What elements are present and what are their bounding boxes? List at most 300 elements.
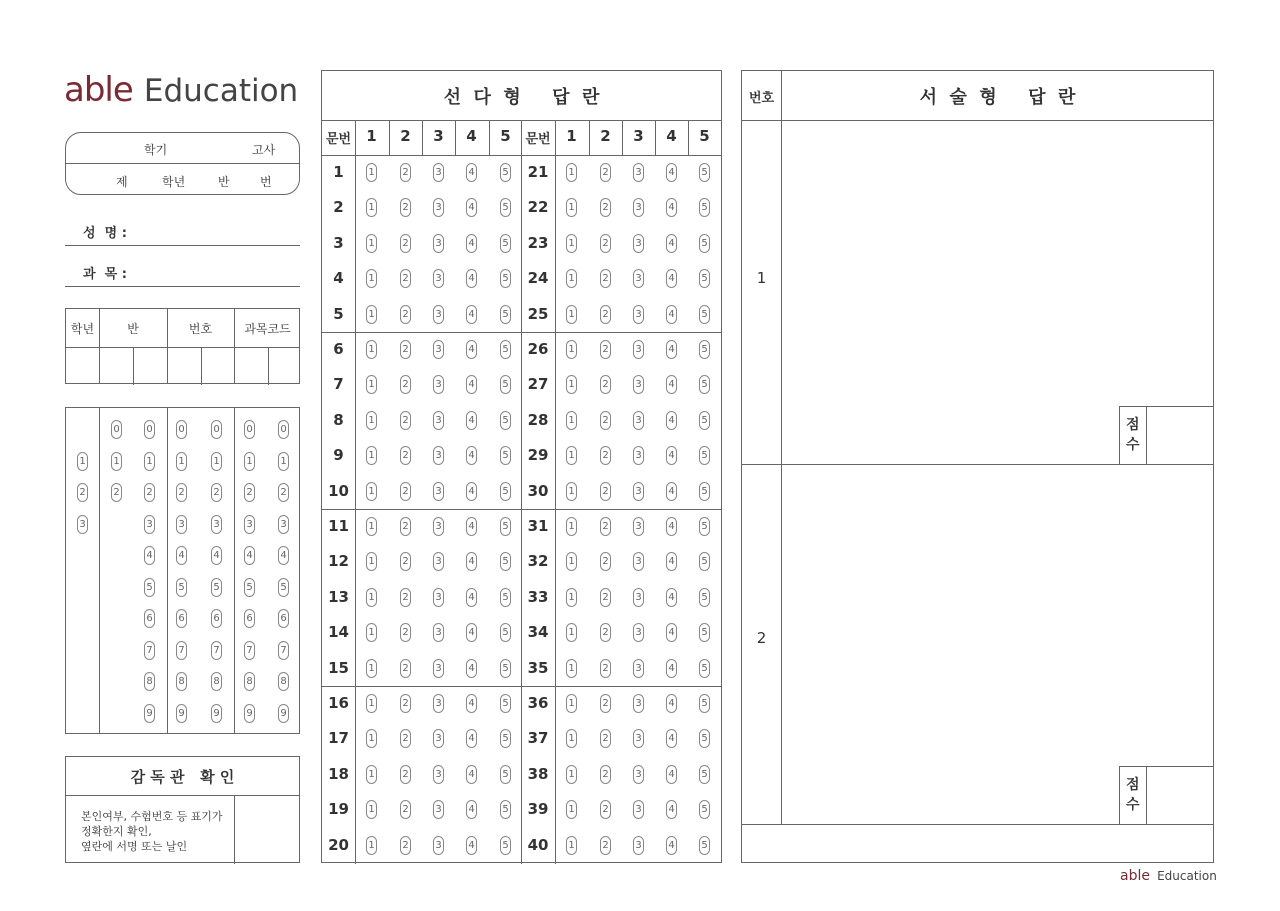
exam-label: 고사 [252,143,276,157]
mc-answer-bubble[interactable]: 5 [699,269,710,288]
mc-answer-bubble[interactable]: 4 [666,659,677,678]
mc-answer-bubble[interactable]: 3 [633,800,644,819]
mc-header-question-right: 문번 [525,132,551,147]
omr-bubble[interactable]: 0 [111,420,122,439]
mc-answer-bubble[interactable]: 4 [666,765,677,784]
mc-answer-bubble[interactable]: 2 [600,623,611,642]
mc-answer-bubble[interactable]: 4 [466,694,477,713]
mc-answer-bubble[interactable]: 4 [666,588,677,607]
mc-answer-bubble[interactable]: 5 [699,198,710,217]
mc-answer-bubble[interactable]: 1 [366,623,377,642]
mc-answer-bubble[interactable]: 4 [466,198,477,217]
omr-bubble[interactable]: 9 [244,704,255,723]
mc-answer-bubble[interactable]: 5 [500,482,511,501]
omr-bubble[interactable]: 3 [144,515,155,534]
mc-answer-bubble[interactable]: 4 [466,517,477,536]
essay-item-1-score-input[interactable] [1147,407,1214,464]
mc-answer-bubble[interactable]: 3 [433,517,444,536]
logo-mark: able [64,70,133,110]
mc-answer-bubble[interactable]: 4 [666,836,677,855]
omr-bubble[interactable]: 8 [211,672,222,691]
omr-bubble[interactable]: 1 [144,452,155,471]
mc-answer-bubble[interactable]: 3 [433,800,444,819]
omr-bubble[interactable]: 1 [244,452,255,471]
omr-bubble[interactable]: 5 [176,578,187,597]
mc-answer-bubble[interactable]: 3 [633,552,644,571]
mc-answer-bubble[interactable]: 3 [633,411,644,430]
mc-answer-bubble[interactable]: 2 [600,588,611,607]
mc-answer-bubble[interactable]: 2 [600,305,611,324]
mc-question-number: 2 [333,198,344,217]
omr-bubble[interactable]: 4 [144,546,155,565]
mc-question-number: 35 [527,658,549,677]
omr-bubble[interactable]: 6 [244,609,255,628]
mc-answer-bubble[interactable]: 5 [500,694,511,713]
mc-answer-bubble[interactable]: 5 [500,623,511,642]
mc-answer-bubble[interactable]: 3 [433,836,444,855]
mc-question-number: 39 [527,800,549,819]
mc-answer-bubble[interactable]: 5 [699,623,710,642]
essay-number-header: 번호 [748,91,775,106]
mc-answer-bubble[interactable]: 2 [400,198,411,217]
omr-bubble[interactable]: 5 [211,578,222,597]
mc-answer-bubble[interactable]: 5 [500,198,511,217]
mc-answer-bubble[interactable]: 1 [566,800,577,819]
term-label: 학기 [144,143,168,157]
mc-answer-bubble[interactable]: 3 [633,588,644,607]
mc-answer-bubble[interactable]: 3 [633,659,644,678]
mc-answer-bubble[interactable]: 5 [699,446,710,465]
mc-answer-bubble[interactable]: 3 [433,269,444,288]
mc-answer-bubble[interactable]: 4 [466,482,477,501]
mc-answer-bubble[interactable]: 3 [633,694,644,713]
mc-answer-bubble[interactable]: 1 [366,552,377,571]
omr-bubble[interactable]: 5 [244,578,255,597]
omr-bubble[interactable]: 2 [244,483,255,502]
mc-answer-bubble[interactable]: 5 [500,340,511,359]
mc-answer-bubble[interactable]: 4 [666,163,677,182]
mc-answer-bubble[interactable]: 1 [566,411,577,430]
mc-answer-bubble[interactable]: 5 [699,375,710,394]
mc-answer-bubble[interactable]: 5 [500,517,511,536]
omr-bubble[interactable]: 0 [211,420,222,439]
omr-bubble[interactable]: 3 [278,515,289,534]
mc-answer-bubble[interactable]: 2 [400,305,411,324]
logo-text: Education [143,73,299,109]
omr-bubble[interactable]: 7 [211,641,222,660]
mc-answer-bubble[interactable]: 2 [400,269,411,288]
mc-answer-bubble[interactable]: 3 [633,269,644,288]
omr-bubble[interactable]: 6 [211,609,222,628]
mc-header-choice-2: 2 [400,127,411,145]
essay-item-2-score-input[interactable] [1147,767,1214,824]
mc-question-number: 28 [527,410,549,429]
omr-bubble[interactable]: 3 [244,515,255,534]
mc-answer-bubble[interactable]: 3 [433,765,444,784]
mc-answer-bubble[interactable]: 3 [433,163,444,182]
mc-answer-bubble[interactable]: 2 [600,659,611,678]
subject-field[interactable] [65,263,300,287]
mc-answer-bubble[interactable]: 3 [633,163,644,182]
mc-answer-bubble[interactable]: 1 [566,659,577,678]
omr-bubble[interactable]: 2 [144,483,155,502]
mc-answer-bubble[interactable]: 5 [500,269,511,288]
mc-answer-bubble[interactable]: 1 [566,765,577,784]
mc-answer-bubble[interactable]: 2 [400,552,411,571]
mc-answer-bubble[interactable]: 5 [500,446,511,465]
mc-answer-bubble[interactable]: 3 [433,234,444,253]
mc-answer-bubble[interactable]: 2 [400,729,411,748]
mc-answer-bubble[interactable]: 1 [366,517,377,536]
mc-answer-bubble[interactable]: 2 [600,836,611,855]
mc-answer-bubble[interactable]: 4 [666,269,677,288]
mc-answer-bubble[interactable]: 5 [699,340,710,359]
omr-bubble[interactable]: 6 [176,609,187,628]
mc-answer-bubble[interactable]: 1 [366,198,377,217]
mc-question-number: 22 [527,198,549,217]
mc-answer-bubble[interactable]: 4 [466,340,477,359]
omr-bubble[interactable]: 7 [244,641,255,660]
mc-answer-bubble[interactable]: 4 [666,375,677,394]
mc-answer-bubble[interactable]: 4 [466,623,477,642]
omr-bubble[interactable]: 7 [144,641,155,660]
mc-answer-bubble[interactable]: 5 [699,552,710,571]
supervisor-note-3: 옆란에 서명 또는 날인 [81,840,188,853]
mc-answer-bubble[interactable]: 2 [400,446,411,465]
mc-answer-bubble[interactable]: 4 [666,800,677,819]
mc-answer-bubble[interactable]: 2 [400,836,411,855]
mc-answer-bubble[interactable]: 1 [366,588,377,607]
mc-answer-bubble[interactable]: 3 [433,375,444,394]
mc-answer-bubble[interactable]: 5 [500,588,511,607]
mc-answer-bubble[interactable]: 5 [699,694,710,713]
mc-answer-bubble[interactable]: 5 [699,234,710,253]
mc-answer-bubble[interactable]: 4 [666,198,677,217]
mc-answer-bubble[interactable]: 4 [466,305,477,324]
name-field[interactable] [65,222,300,246]
mc-answer-bubble[interactable]: 2 [600,729,611,748]
mc-answer-bubble[interactable]: 1 [366,659,377,678]
omr-bubble[interactable]: 1 [211,452,222,471]
mc-answer-bubble[interactable]: 1 [566,836,577,855]
mc-question-number: 25 [527,304,549,323]
essay-item-2-answer-area[interactable] [782,465,1214,766]
mc-answer-bubble[interactable]: 3 [433,729,444,748]
mc-answer-bubble[interactable]: 4 [466,269,477,288]
mc-question-number: 29 [527,446,549,465]
mc-question-number: 27 [527,375,549,394]
mc-answer-bubble[interactable]: 1 [366,375,377,394]
mc-answer-bubble[interactable]: 2 [600,234,611,253]
mc-answer-bubble[interactable]: 1 [566,552,577,571]
id-header-class: 반 [127,322,139,336]
omr-bubble[interactable]: 1 [77,452,88,471]
mc-answer-bubble[interactable]: 5 [500,765,511,784]
mc-answer-bubble[interactable]: 1 [366,163,377,182]
supervisor-signature-area[interactable] [235,796,300,863]
mc-answer-bubble[interactable]: 4 [666,552,677,571]
mc-answer-bubble[interactable]: 1 [566,623,577,642]
omr-bubble[interactable]: 0 [278,420,289,439]
mc-answer-bubble[interactable]: 3 [633,340,644,359]
mc-answer-bubble[interactable]: 1 [566,446,577,465]
mc-answer-bubble[interactable]: 1 [366,836,377,855]
mc-answer-bubble[interactable]: 1 [566,588,577,607]
mc-answer-bubble[interactable]: 4 [466,836,477,855]
mc-answer-bubble[interactable]: 3 [633,482,644,501]
mc-answer-bubble[interactable]: 5 [699,163,710,182]
omr-bubble[interactable]: 2 [111,483,122,502]
mc-answer-bubble[interactable]: 1 [366,234,377,253]
mc-answer-bubble[interactable]: 4 [666,446,677,465]
mc-answer-bubble[interactable]: 1 [566,482,577,501]
mc-answer-bubble[interactable]: 4 [466,234,477,253]
mc-answer-bubble[interactable]: 5 [699,729,710,748]
omr-bubble[interactable]: 5 [278,578,289,597]
mc-answer-bubble[interactable]: 4 [466,765,477,784]
mc-header-choice-5: 5 [500,127,511,145]
omr-bubble[interactable]: 4 [211,546,222,565]
omr-bubble[interactable]: 6 [278,609,289,628]
essay-item-1-answer-area[interactable] [782,121,1214,406]
mc-answer-bubble[interactable]: 2 [400,411,411,430]
mc-answer-bubble[interactable]: 4 [466,729,477,748]
mc-answer-bubble[interactable]: 1 [366,765,377,784]
mc-answer-bubble[interactable]: 1 [366,411,377,430]
mc-answer-bubble[interactable]: 1 [366,340,377,359]
supervisor-note-1: 본인여부, 수험번호 등 표기가 [81,810,223,823]
mc-answer-bubble[interactable]: 1 [566,198,577,217]
mc-question-number: 12 [328,552,349,571]
mc-answer-bubble[interactable]: 3 [633,375,644,394]
mc-answer-bubble[interactable]: 2 [600,269,611,288]
mc-answer-bubble[interactable]: 1 [366,446,377,465]
omr-bubble[interactable]: 2 [77,483,88,502]
supervisor-box [65,756,300,863]
mc-header-choice-1: 1 [366,127,377,145]
mc-answer-bubble[interactable]: 4 [666,729,677,748]
omr-bubble[interactable]: 3 [176,515,187,534]
omr-bubble[interactable]: 8 [278,672,289,691]
mc-answer-bubble[interactable]: 2 [400,694,411,713]
mc-answer-bubble[interactable]: 3 [433,482,444,501]
mc-answer-bubble[interactable]: 4 [466,552,477,571]
mc-header-choice-3: 3 [433,127,444,145]
omr-bubble[interactable]: 4 [244,546,255,565]
mc-answer-bubble[interactable]: 5 [500,836,511,855]
mc-answer-bubble[interactable]: 5 [500,800,511,819]
mc-question-number: 36 [527,694,549,712]
mc-answer-bubble[interactable]: 2 [400,517,411,536]
mc-answer-bubble[interactable]: 4 [666,517,677,536]
omr-bubble[interactable]: 8 [144,672,155,691]
footer-logo-text: Education [1157,869,1217,883]
mc-header-choice-4: 4 [666,127,677,145]
mc-answer-bubble[interactable]: 3 [633,729,644,748]
mc-answer-bubble[interactable]: 1 [566,234,577,253]
mc-answer-bubble[interactable]: 4 [666,234,677,253]
mc-answer-bubble[interactable]: 2 [400,588,411,607]
mc-answer-bubble[interactable]: 2 [400,340,411,359]
mc-answer-bubble[interactable]: 2 [600,800,611,819]
mc-answer-bubble[interactable]: 5 [500,552,511,571]
mc-answer-bubble[interactable]: 3 [433,446,444,465]
mc-answer-bubble[interactable]: 1 [566,375,577,394]
mc-answer-bubble[interactable]: 3 [433,623,444,642]
mc-answer-bubble[interactable]: 4 [666,411,677,430]
mc-answer-bubble[interactable]: 3 [433,411,444,430]
omr-bubble[interactable]: 4 [278,546,289,565]
mc-answer-bubble[interactable]: 1 [366,729,377,748]
omr-bubble[interactable]: 0 [176,420,187,439]
mc-answer-bubble[interactable]: 2 [400,765,411,784]
omr-bubble[interactable]: 8 [176,672,187,691]
mc-answer-bubble[interactable]: 2 [600,552,611,571]
mc-title: 선 다 형 답 란 [443,87,600,108]
mc-answer-bubble[interactable]: 3 [633,623,644,642]
mc-answer-bubble[interactable]: 5 [699,482,710,501]
mc-answer-bubble[interactable]: 3 [433,694,444,713]
mc-answer-bubble[interactable]: 2 [600,694,611,713]
mc-answer-bubble[interactable]: 5 [500,729,511,748]
mc-answer-bubble[interactable]: 2 [400,659,411,678]
mc-answer-bubble[interactable]: 4 [466,588,477,607]
mc-answer-bubble[interactable]: 2 [600,482,611,501]
mc-answer-bubble[interactable]: 1 [566,340,577,359]
essay-item-1-number: 1 [756,269,767,287]
mc-answer-bubble[interactable]: 2 [600,340,611,359]
mc-answer-bubble[interactable]: 5 [699,659,710,678]
mc-answer-bubble[interactable]: 1 [566,269,577,288]
omr-bubble[interactable]: 9 [176,704,187,723]
mc-answer-bubble[interactable]: 3 [433,588,444,607]
mc-answer-bubble[interactable]: 5 [699,836,710,855]
prefix-label: 제 [116,175,128,189]
mc-answer-bubble[interactable]: 2 [400,800,411,819]
mc-answer-bubble[interactable]: 4 [666,694,677,713]
mc-answer-bubble[interactable]: 3 [433,305,444,324]
mc-answer-bubble[interactable]: 5 [699,517,710,536]
omr-bubble[interactable]: 2 [211,483,222,502]
mc-answer-bubble[interactable]: 3 [633,234,644,253]
mc-answer-bubble[interactable]: 1 [566,694,577,713]
mc-answer-bubble[interactable]: 2 [600,411,611,430]
mc-answer-bubble[interactable]: 5 [500,659,511,678]
essay-item-2-score-label: 점수 [1126,777,1140,813]
mc-answer-bubble[interactable]: 1 [566,163,577,182]
mc-header-choice-3: 3 [633,127,644,145]
mc-answer-bubble[interactable]: 3 [633,305,644,324]
mc-answer-bubble[interactable]: 4 [466,446,477,465]
mc-answer-bubble[interactable]: 1 [366,694,377,713]
mc-answer-bubble[interactable]: 3 [433,198,444,217]
omr-bubble[interactable]: 8 [244,672,255,691]
mc-answer-bubble[interactable]: 5 [699,588,710,607]
mc-answer-bubble[interactable]: 3 [633,517,644,536]
mc-answer-bubble[interactable]: 4 [666,623,677,642]
mc-answer-bubble[interactable]: 5 [500,163,511,182]
mc-answer-bubble[interactable]: 3 [633,446,644,465]
mc-answer-bubble[interactable]: 2 [600,375,611,394]
mc-answer-bubble[interactable]: 5 [699,305,710,324]
mc-answer-bubble[interactable]: 3 [433,659,444,678]
mc-answer-bubble[interactable]: 5 [500,375,511,394]
omr-bubble[interactable]: 6 [144,609,155,628]
omr-bubble[interactable]: 3 [77,515,88,534]
mc-answer-bubble[interactable]: 1 [366,482,377,501]
omr-bubble[interactable]: 5 [144,578,155,597]
mc-answer-bubble[interactable]: 4 [466,411,477,430]
mc-answer-bubble[interactable]: 1 [366,269,377,288]
id-header-number: 번호 [188,322,213,336]
omr-bubble[interactable]: 0 [144,420,155,439]
mc-answer-bubble[interactable]: 2 [400,375,411,394]
mc-answer-bubble[interactable]: 2 [400,623,411,642]
omr-bubble[interactable]: 4 [176,546,187,565]
mc-answer-bubble[interactable]: 3 [633,836,644,855]
mc-answer-bubble[interactable]: 5 [500,411,511,430]
mc-answer-bubble[interactable]: 3 [433,340,444,359]
mc-answer-bubble[interactable]: 5 [500,305,511,324]
omr-bubble[interactable]: 1 [111,452,122,471]
mc-answer-bubble[interactable]: 5 [500,234,511,253]
mc-answer-bubble[interactable]: 4 [466,375,477,394]
omr-bubble[interactable]: 3 [211,515,222,534]
mc-answer-bubble[interactable]: 4 [666,340,677,359]
mc-question-number: 21 [527,163,549,181]
mc-answer-bubble[interactable]: 2 [600,198,611,217]
mc-answer-bubble[interactable]: 3 [633,198,644,217]
mc-answer-bubble[interactable]: 3 [633,765,644,784]
mc-answer-bubble[interactable]: 2 [400,234,411,253]
mc-answer-bubble[interactable]: 2 [600,163,611,182]
mc-answer-bubble[interactable]: 4 [466,800,477,819]
mc-answer-bubble[interactable]: 1 [366,305,377,324]
omr-bubble[interactable]: 9 [211,704,222,723]
mc-answer-bubble[interactable]: 2 [600,446,611,465]
mc-answer-bubble[interactable]: 5 [699,411,710,430]
mc-answer-bubble[interactable]: 3 [433,552,444,571]
mc-answer-bubble[interactable]: 4 [666,305,677,324]
mc-answer-bubble[interactable]: 1 [566,305,577,324]
mc-answer-bubble[interactable]: 4 [466,659,477,678]
omr-bubble[interactable]: 1 [278,452,289,471]
mc-question-number: 15 [328,658,349,677]
mc-answer-bubble[interactable]: 1 [366,800,377,819]
mc-answer-bubble[interactable]: 2 [600,765,611,784]
mc-answer-bubble[interactable]: 1 [566,729,577,748]
mc-answer-bubble[interactable]: 2 [400,482,411,501]
omr-bubble[interactable]: 2 [278,483,289,502]
mc-answer-bubble[interactable]: 2 [400,163,411,182]
mc-answer-bubble[interactable]: 4 [466,163,477,182]
omr-digit-grid [65,407,300,734]
mc-question-number: 20 [328,835,349,854]
omr-bubble[interactable]: 2 [176,483,187,502]
omr-bubble[interactable]: 9 [144,704,155,723]
mc-answer-bubble[interactable]: 5 [699,800,710,819]
omr-bubble[interactable]: 7 [176,641,187,660]
mc-answer-bubble[interactable]: 4 [666,482,677,501]
mc-answer-bubble[interactable]: 1 [566,517,577,536]
omr-bubble[interactable]: 0 [244,420,255,439]
omr-bubble[interactable]: 9 [278,704,289,723]
mc-question-number: 16 [328,694,349,712]
omr-bubble[interactable]: 1 [176,452,187,471]
mc-answer-bubble[interactable]: 5 [699,765,710,784]
mc-answer-bubble[interactable]: 2 [600,517,611,536]
omr-bubble[interactable]: 7 [278,641,289,660]
